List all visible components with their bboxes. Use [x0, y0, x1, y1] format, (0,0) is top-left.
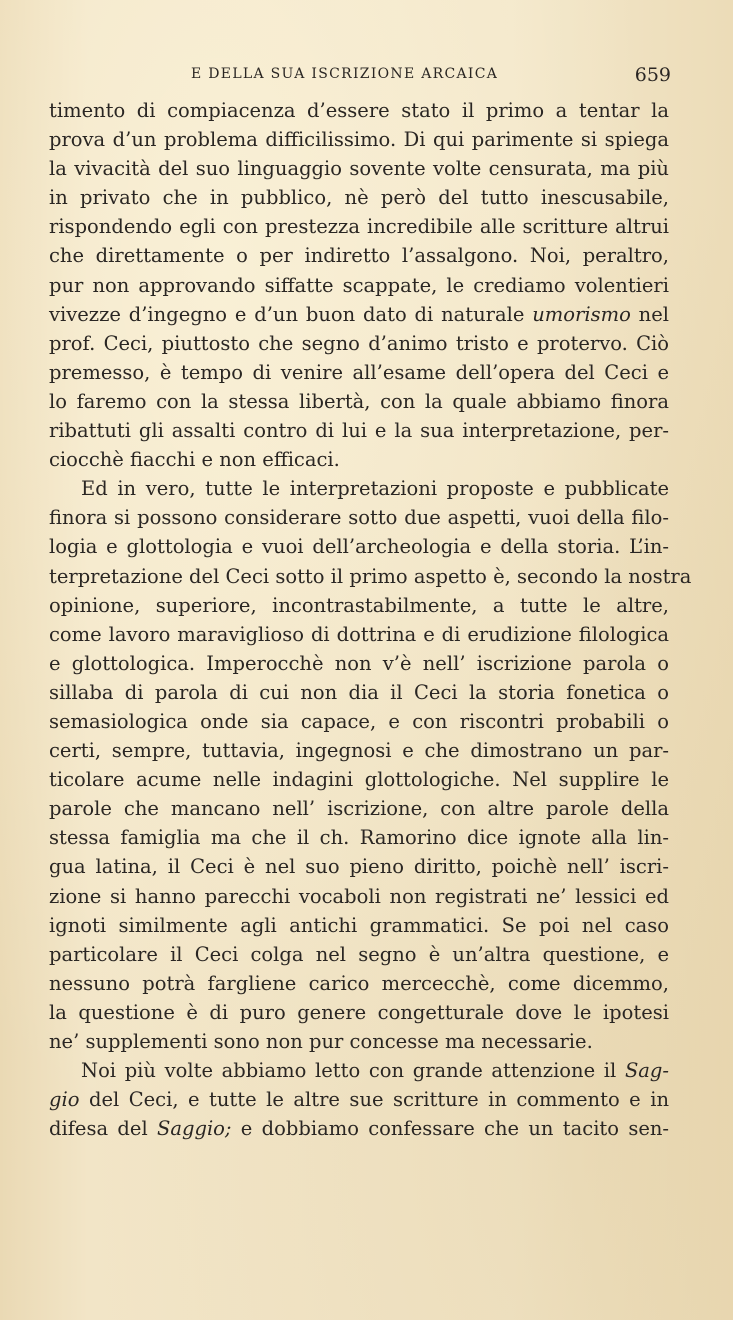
text-line: ne’ supplementi sono non pur concesse ma necessarie. — [49, 1030, 593, 1053]
text-line: rispondendo egli con prestezza incredibile alle scritture altrui — [49, 215, 669, 239]
running-head — [49, 64, 671, 88]
text-line: prova d’un problema difficilissimo. Di qui parimente si spiega — [49, 128, 669, 152]
text-line: premesso, è tempo di venire all’esame dell’opera del Ceci e — [49, 360, 669, 384]
text-line: ribattuti gli assalti contro di lui e la sua interpretazione, per- — [49, 419, 669, 443]
italic-term: Sag- — [624, 1059, 669, 1083]
text-line: sillaba di parola di cui non dia il Ceci la storia fonetica o — [49, 680, 669, 704]
text-line: parole che mancano nell’ iscrizione, con altre parole della — [49, 797, 669, 821]
text-line: gio del Ceci, e tutte le altre sue scritture in commento e in — [49, 1088, 669, 1112]
italic-term: umorismo — [532, 302, 631, 326]
text-line: opinione, superiore, incontrastabilmente, a tutte le altre, — [49, 593, 669, 617]
text-line: ignoti similmente agli antichi grammatici. Se poi nel caso — [49, 913, 669, 937]
text-line: come lavoro maraviglioso di dottrina e di erudizione filologica — [49, 622, 669, 646]
text-line: e glottologica. Imperocchè non v’è nell’ iscrizione parola o — [49, 651, 669, 675]
text-line: semasiologica onde sia capace, e con riscontri probabili o — [49, 709, 669, 733]
text-line: vivezze d’ingegno e d’un buon dato di naturale umorismo nel — [49, 302, 669, 326]
text-line: Ed in vero, tutte le interpretazioni proposte e pubblicate — [81, 477, 669, 501]
text-line: Noi più volte abbiamo letto con grande attenzione il Sag- — [81, 1059, 669, 1083]
text-line: in privato che in pubblico, nè però del tutto inescusabile, — [49, 186, 669, 210]
text-line: stessa famiglia ma che il ch. Ramorino dice ignote alla lin- — [49, 826, 669, 850]
text-line: prof. Ceci, piuttosto che segno d’animo tristo e protervo. Ciò — [49, 331, 669, 355]
text-line: pur non approvando siffatte scappate, le crediamo volentieri — [49, 273, 669, 297]
text-line: logia e glottologia e vuoi dell’archeologia e della storia. L’in- — [49, 535, 669, 559]
text-line: terpretazione del Ceci sotto il primo aspetto è, secondo la nostra — [49, 564, 692, 588]
text-line: la questione è di puro genere congetturale dove le ipotesi — [49, 1000, 669, 1024]
text-line: lo faremo con la stessa libertà, con la quale abbiamo finora — [49, 389, 669, 413]
text-line: particolare il Ceci colga nel segno è un’altra questione, e — [49, 942, 669, 966]
text-line: zione si hanno parecchi vocaboli non registrati ne’ lessici ed — [49, 884, 669, 908]
italic-term: Saggio; — [157, 1117, 232, 1141]
body-text — [49, 96, 692, 1143]
text-line: gua latina, il Ceci è nel suo pieno diritto, poichè nell’ iscri- — [49, 855, 669, 879]
text-line: che direttamente o per indiretto l’assalgono. Noi, peraltro, — [49, 244, 669, 268]
text-line: finora si possono considerare sotto due aspetti, vuoi della filo- — [49, 506, 669, 530]
text-line: la vivacità del suo linguaggio sovente volte censurata, ma più — [49, 157, 669, 181]
text-line: ciocchè fiacchi e non efficaci. — [49, 448, 340, 472]
text-line: difesa del Saggio; e dobbiamo confessare che un tacito sen- — [49, 1117, 670, 1141]
text-line: certi, sempre, tuttavia, ingegnosi e che dimostrano un par- — [49, 739, 669, 763]
text-line: ticolare acume nelle indagini glottologiche. Nel supplire le — [49, 768, 669, 792]
text-line: nessuno potrà fargliene carico mercecchè, come dicemmo, — [49, 971, 669, 995]
italic-term: gio — [49, 1088, 80, 1112]
text-line: timento di compiacenza d’essere stato il primo a tentar la — [49, 99, 669, 122]
running-title: E DELLA SUA ISCRIZIONE ARCAICA — [191, 66, 499, 82]
page-number: 659 — [634, 64, 671, 86]
